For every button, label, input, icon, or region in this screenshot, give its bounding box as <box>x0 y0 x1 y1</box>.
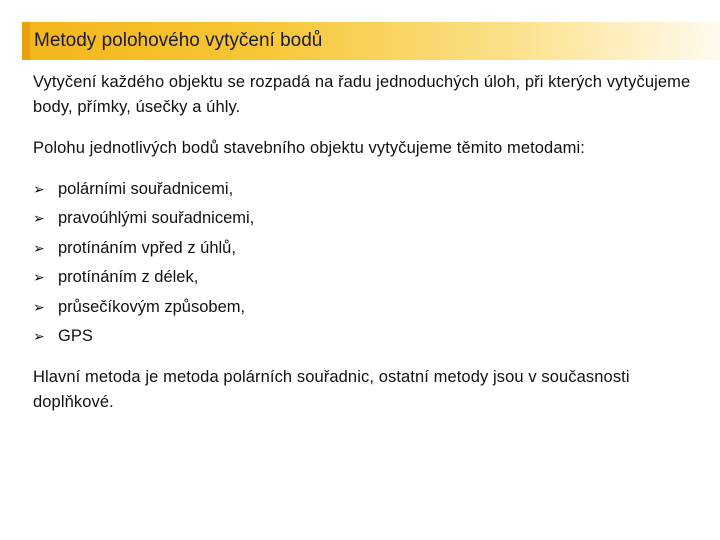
arrowhead-bullet-icon: ➢ <box>33 239 45 256</box>
method-label: pravoúhlými souřadnicemi, <box>58 209 255 228</box>
methods-list <box>33 175 693 351</box>
method-label: GPS <box>58 326 93 345</box>
method-label: polárními souřadnicemi, <box>58 180 234 198</box>
slide-content <box>33 70 693 415</box>
lead-paragraph: Polohu jednotlivých bodů stavebního objektu vytyčujeme těmito metodami: <box>33 139 585 157</box>
list-item <box>33 204 693 233</box>
arrowhead-bullet-icon: ➢ <box>33 327 45 344</box>
arrowhead-bullet-icon: ➢ <box>33 181 45 197</box>
list-item <box>33 263 693 292</box>
arrowhead-bullet-icon: ➢ <box>33 298 45 315</box>
method-label: protínáním z délek, <box>58 268 199 287</box>
intro-paragraph: Vytyčení každého objektu se rozpadá na řadu jednoduchých úloh, při kterých vytyčujeme body, přímky, úsečky a úhly. <box>33 73 691 116</box>
arrowhead-bullet-icon: ➢ <box>33 210 45 227</box>
method-label: průsečíkovým způsobem, <box>58 297 246 316</box>
page-title: Metody polohového vytyčení bodů <box>34 30 323 51</box>
title-bar <box>22 22 720 60</box>
list-item <box>33 293 693 322</box>
list-item <box>33 175 693 204</box>
arrowhead-bullet-icon: ➢ <box>33 269 45 286</box>
method-label: protínáním vpřed z úhlů, <box>58 238 236 257</box>
conclusion-paragraph: Hlavní metoda je metoda polárních souřadnic, ostatní metody jsou v současnosti doplňkové. <box>33 368 630 412</box>
list-item <box>33 322 693 351</box>
list-item <box>33 234 693 263</box>
